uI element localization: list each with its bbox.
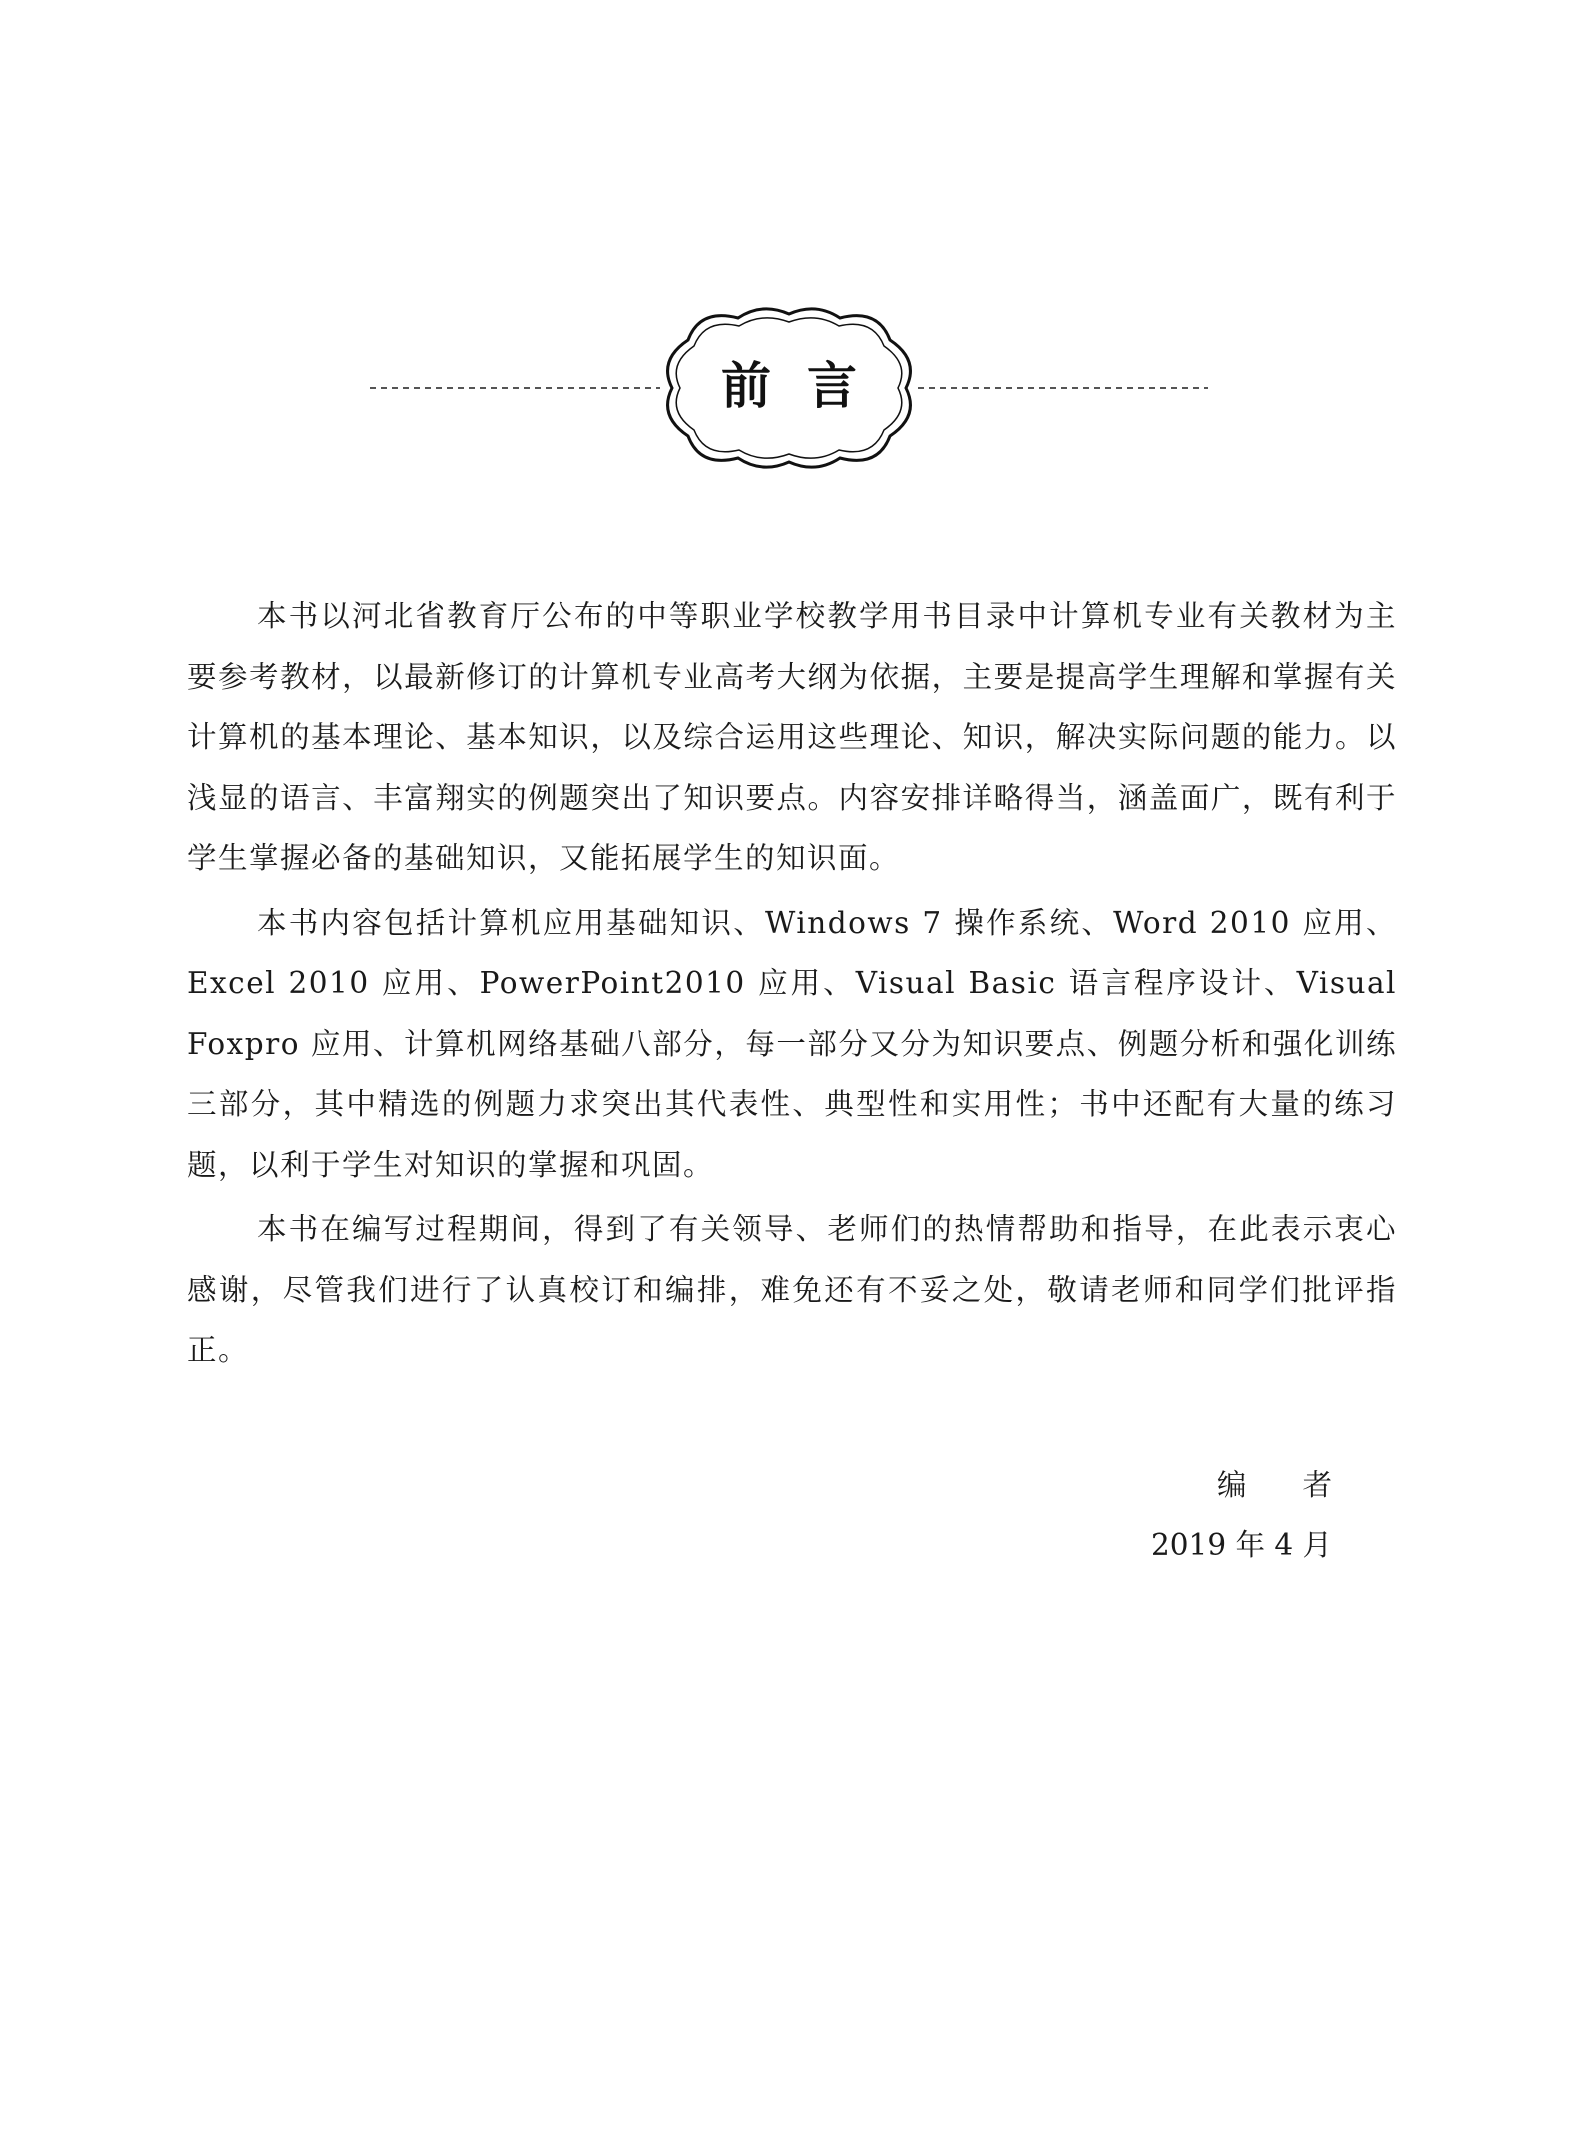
preface-heading — [370, 300, 1208, 475]
signature-date: 2019 年 4 月 — [1151, 1528, 1332, 1562]
paragraph-3: 本书在编写过程期间，得到了有关领导、老师们的热情帮助和指导，在此表示衷心感谢，尽管我们进行了认真校订和编排，难免还有不妥之处，敬请老师和同学们批评指正。 — [187, 1212, 1397, 1367]
signature-author: 编者 — [1216, 1468, 1388, 1502]
paragraph-2: 本书内容包括计算机应用基础知识、Windows 7 操作系统、Word 2010 应用、Excel 2010 应用、PowerPoint2010 应用、Visual Basic 语言程序设计、Visual Foxpro 应用、计算机网络基础八部分，每一部分又分为知识要点、例题分析和强化训练三部分，其中精选的例题力求突出其代表性、典型性和实用性；书中还配有大量的练习题，以利于学生对知识的掌握和巩固。 — [187, 905, 1397, 1182]
paragraph-1: 本书以河北省教育厅公布的中等职业学校教学用书目录中计算机专业有关教材为主要参考教材，以最新修订的计算机专业高考大纲为依据，主要是提高学生理解和掌握有关计算机的基本理论、基本知识，以及综合运用这些理论、知识，解决实际问题的能力。以浅显的语言、丰富翔实的例题突出了知识要点。内容安排详略得当，涵盖面广，既有利于学生掌握必备的基础知识，又能拓展学生的知识面。 — [187, 599, 1397, 875]
signature-block — [1151, 1455, 1388, 1575]
page-title: 前言 — [721, 357, 893, 415]
preface-body — [187, 586, 1397, 1385]
